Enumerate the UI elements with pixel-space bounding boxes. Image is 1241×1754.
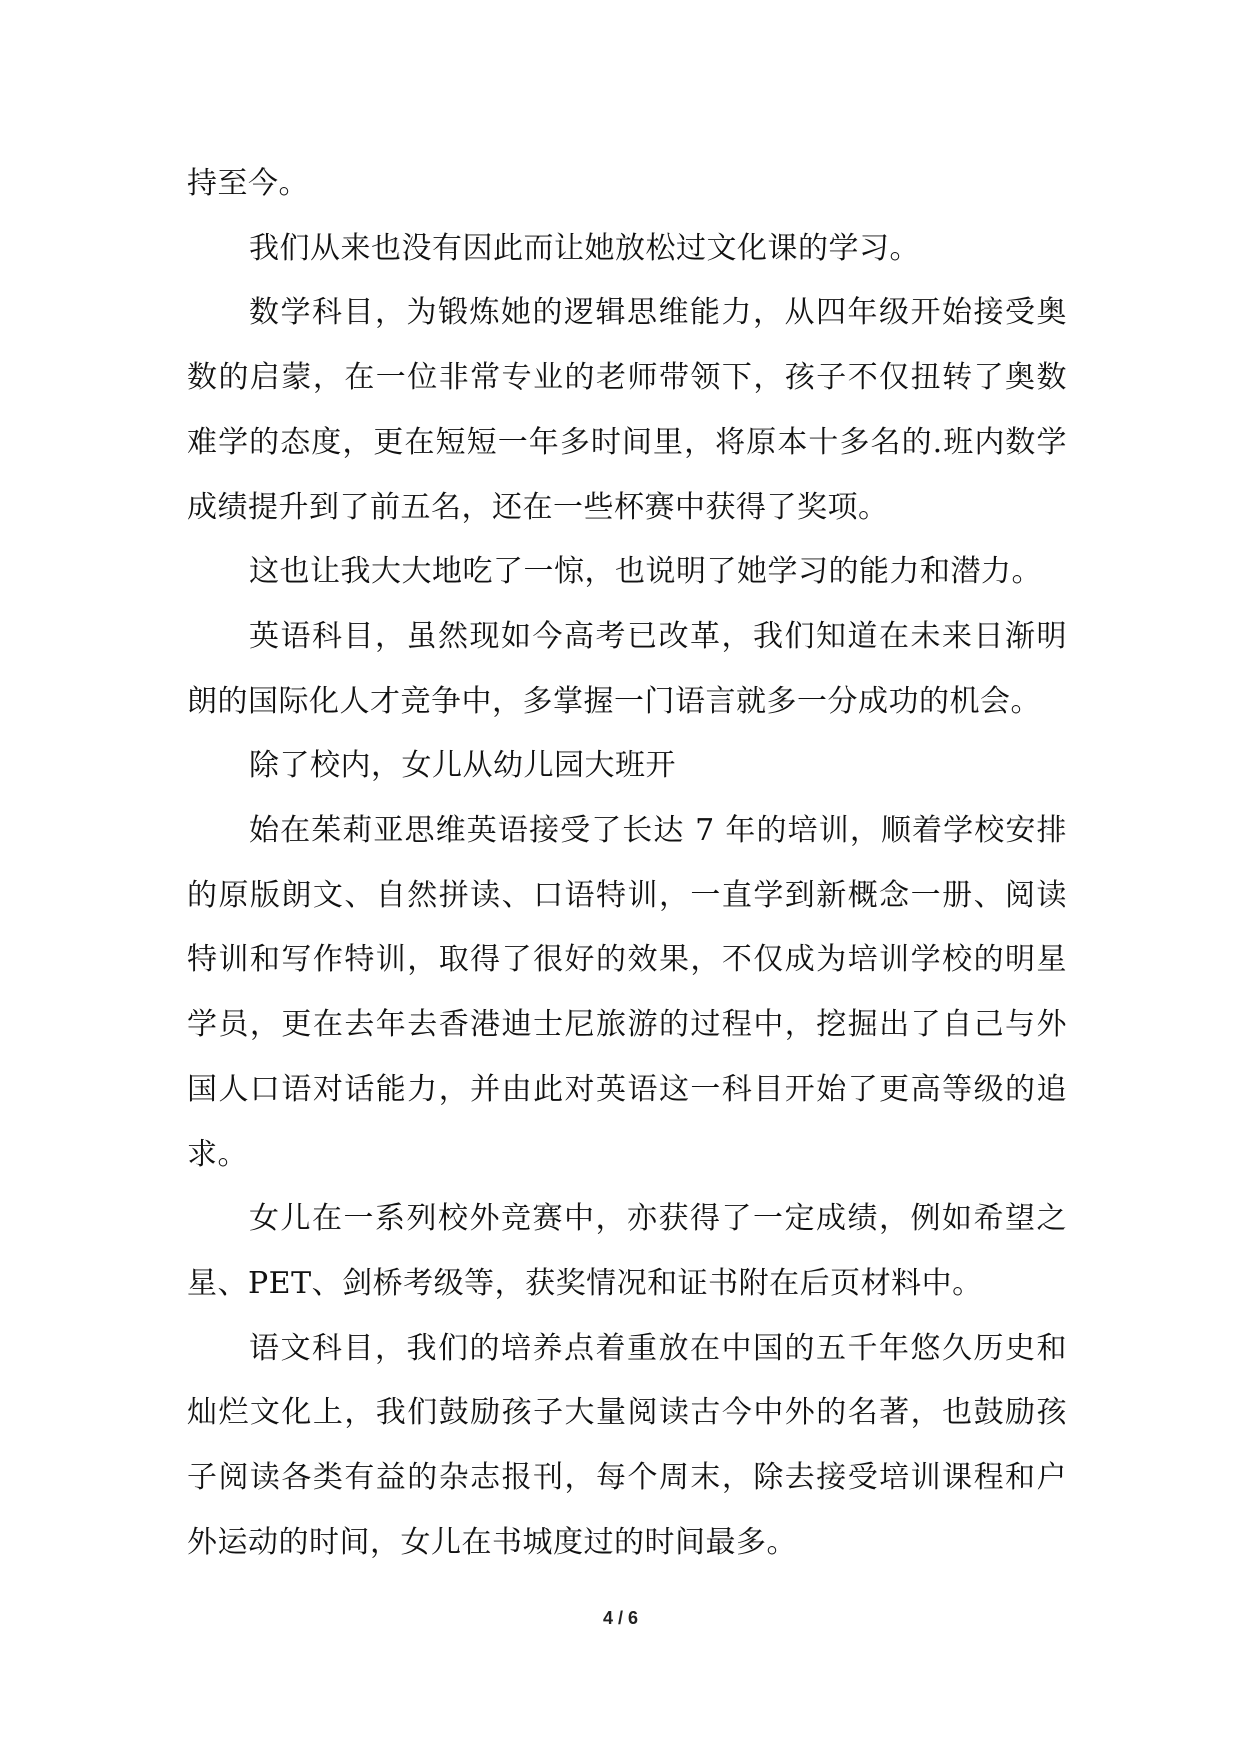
paragraph-9: 语文科目，我们的培养点着重放在中国的五千年悠久历史和灿烂文化上，我们鼓励孩子大量阅读古今中外的名著，也鼓励孩子阅读各类有益的杂志报刊，每个周末，除去接受培训课程和户外运动的时间，女儿在书城度过的时间最多。 [187, 1330, 1067, 1560]
paragraph-3: 数学科目，为锻炼她的逻辑思维能力，从四年级开始接受奥数的启蒙，在一位非常专业的老师带领下，孩子不仅扭转了奥数难学的态度，更在短短一年多时间里，将原本十多名的.班内数学成绩提升到了前五名，还在一些杯赛中获得了奖项。 [187, 295, 1067, 525]
paragraph-6: 除了校内，女儿从幼儿园大班开 [249, 748, 676, 784]
page-number: 4 / 6 [602, 1608, 639, 1628]
paragraph-5: 英语科目，虽然现如今高考已改革，我们知道在未来日渐明朗的国际化人才竞争中，多掌握一门语言就多一分成功的机会。 [187, 618, 1067, 719]
paragraph-1: 持至今。 [187, 166, 309, 201]
paragraph-2: 我们从来也没有因此而让她放松过文化课的学习。 [249, 230, 920, 266]
document-body [187, 152, 1067, 1575]
paragraph-7: 始在茱莉亚思维英语接受了长达 7 年的培训，顺着学校安排的原版朗文、自然拼读、口语特训，一直学到新概念一册、阅读特训和写作特训，取得了很好的效果，不仅成为培训学校的明星学员，更在去年去香港迪士尼旅游的过程中，挖掘出了自己与外国人口语对话能力，并由此对英语这一科目开始了更高等级的追求。 [187, 813, 1067, 1172]
paragraph-8: 女儿在一系列校外竞赛中，亦获得了一定成绩，例如希望之星、PET、剑桥考级等，获奖情况和证书附在后页材料中。 [187, 1201, 1067, 1301]
paragraph-4: 这也让我大大地吃了一惊，也说明了她学习的能力和潜力。 [249, 554, 1042, 590]
